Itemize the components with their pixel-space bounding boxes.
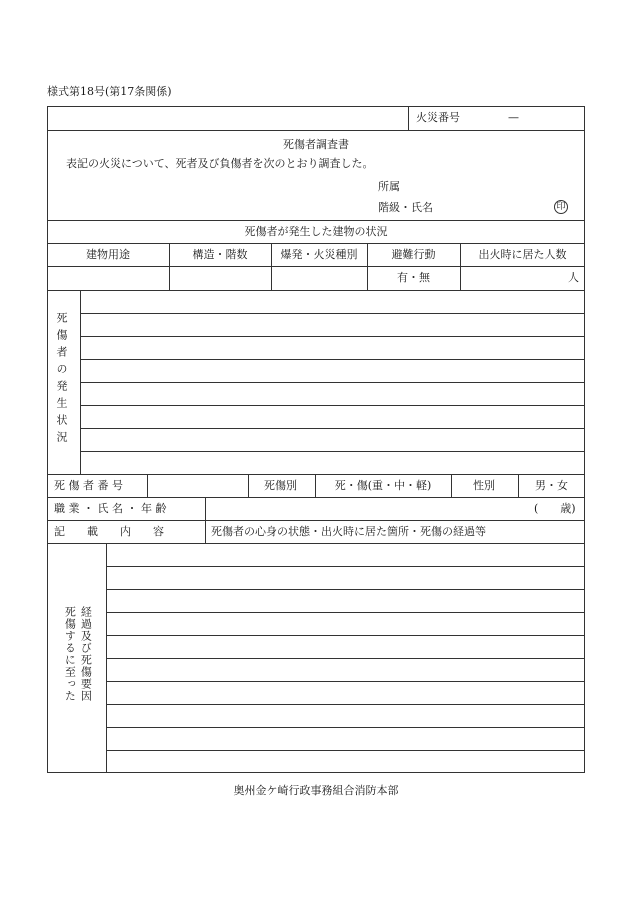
- seal-mark: 印: [554, 200, 568, 214]
- rule: [47, 520, 585, 521]
- rule: [80, 290, 81, 474]
- column-header-structure-floors: 構造・階数: [192, 248, 248, 261]
- fire-number-label: 火災番号: [416, 111, 460, 124]
- rule: [47, 266, 585, 267]
- rule: [408, 106, 409, 130]
- rule: [80, 336, 585, 337]
- rule: [106, 566, 585, 567]
- rule: [80, 359, 585, 360]
- rule: [205, 497, 206, 543]
- rule: [47, 243, 585, 244]
- rule: [47, 497, 585, 498]
- sex-label: 性別: [473, 479, 495, 492]
- rule: [147, 474, 148, 497]
- record-content-description: 死傷者の心身の状態・出火時に居た箇所・死傷の経過等: [211, 525, 486, 538]
- rule: [47, 290, 585, 291]
- casualty-type-options: 死・傷(重・中・軽): [334, 479, 432, 492]
- rule: [106, 543, 107, 773]
- record-label: 記 載 内 容: [54, 525, 164, 538]
- rule: [47, 474, 585, 475]
- rule: [106, 589, 585, 590]
- rule: [106, 704, 585, 705]
- rule: [248, 474, 249, 497]
- form-number: 様式第18号(第17条関係): [47, 85, 172, 98]
- column-header-explosion-fire-type: 爆発・火災種別: [280, 248, 358, 261]
- rule: [106, 612, 585, 613]
- rule: [47, 220, 585, 221]
- rule: [47, 543, 585, 544]
- evacuation-value: 有・無: [397, 271, 430, 284]
- people-unit: 人: [568, 271, 579, 284]
- building-section-heading: 死傷者が発生した建物の状況: [244, 225, 388, 238]
- rule: [80, 428, 585, 429]
- column-header-building-use: 建物用途: [86, 248, 130, 261]
- column-header-people-count: 出火時に居た人数: [478, 248, 567, 261]
- affiliation-label: 所属: [378, 180, 400, 193]
- process-label-line1: 経過及び死傷要因: [79, 606, 93, 702]
- rule: [106, 727, 585, 728]
- rule: [106, 681, 585, 682]
- rule: [106, 750, 585, 751]
- rank-name-label: 階級・氏名: [378, 201, 433, 214]
- age-value: ( 歳): [534, 502, 576, 515]
- job-name-age-label: 職 業 ・ 氏 名 ・ 年 齢: [54, 502, 167, 515]
- rule: [80, 313, 585, 314]
- form-frame: [47, 106, 585, 773]
- column-header-evacuation: 避難行動: [391, 248, 436, 261]
- rule: [47, 130, 585, 131]
- rule: [106, 658, 585, 659]
- rule: [451, 474, 452, 497]
- process-label-line2: 死傷するに至った: [63, 606, 77, 702]
- casualty-number-label: 死 傷 者 番 号: [54, 479, 123, 492]
- fire-number-dash: —: [508, 111, 519, 124]
- sex-options: 男・女: [535, 479, 568, 492]
- rule: [80, 405, 585, 406]
- document-title: 死傷者調査書: [283, 138, 349, 151]
- rule: [80, 451, 585, 452]
- occurrence-label: 死傷者の発生状況: [55, 312, 68, 448]
- issuer: 奥州金ケ崎行政事務組合消防本部: [233, 784, 399, 797]
- rule: [106, 635, 585, 636]
- intro-text: 表記の火災について、死者及び負傷者を次のとおり調査した。: [66, 157, 374, 170]
- rule: [80, 382, 585, 383]
- casualty-type-label: 死傷別: [264, 479, 297, 492]
